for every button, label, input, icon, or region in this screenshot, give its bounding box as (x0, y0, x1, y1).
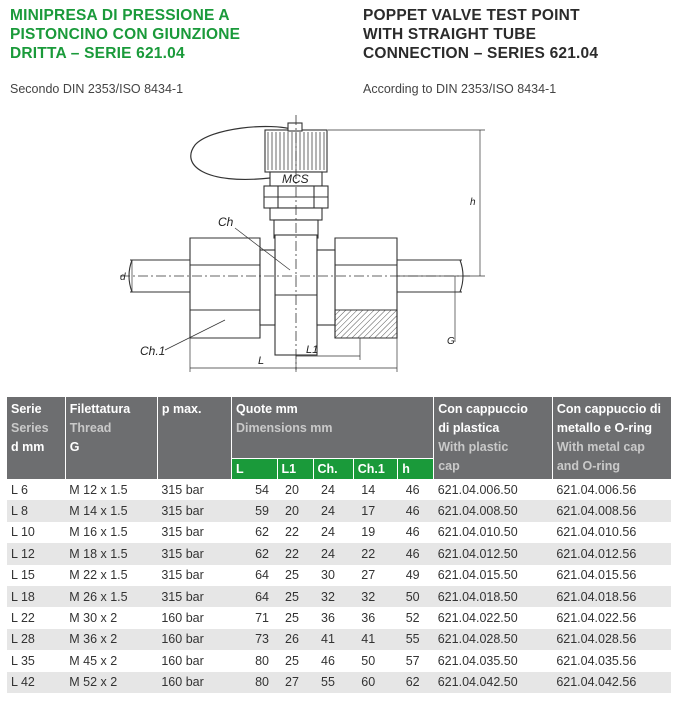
cell-ch1: 17 (353, 500, 397, 521)
cell-pmax: 315 bar (157, 500, 231, 521)
title-it-line-2: PISTONCINO CON GIUNZIONE (10, 26, 241, 43)
cell-l: 62 (231, 543, 277, 564)
drawing-label-h: h (470, 197, 476, 208)
table-row (7, 500, 671, 521)
cell-ch: 30 (321, 568, 335, 583)
cell-thread: M 45 x 2 (69, 653, 118, 668)
cell-thread: M 52 x 2 (65, 672, 157, 693)
cell-ch: 24 (321, 482, 335, 497)
header-thread (65, 397, 157, 479)
cell-ch1: 60 (353, 672, 397, 693)
header-thread-en: Thread (69, 421, 112, 435)
cell-l1: 27 (277, 672, 313, 693)
cell-l1: 20 (277, 500, 313, 521)
title-it-line-3: DRITTA – SERIE 621.04 (10, 45, 185, 62)
header-metal-en-1: With metal cap (556, 440, 645, 454)
table-row (7, 565, 671, 586)
cell-thread: M 14 x 1.5 (65, 500, 157, 521)
header-serie (7, 397, 65, 479)
subheader-l1: L1 (277, 458, 313, 479)
drawing-label-d: d (120, 272, 126, 283)
drawing-label-ch1: Ch.1 (140, 344, 166, 358)
table-row (7, 672, 671, 693)
cell-l1: 25 (277, 586, 313, 607)
drawing-label-l1: L1 (306, 344, 319, 356)
table-row (7, 479, 671, 500)
left-nut (190, 238, 260, 338)
cell-serie: L 42 (7, 672, 65, 693)
cell-ch1: 19 (361, 525, 376, 540)
cell-pmax: 160 bar (161, 611, 204, 626)
subheader-ch1: Ch.1 (353, 458, 397, 479)
cell-ch1: 22 (353, 543, 397, 564)
cell-metal-code: 621.04.018.56 (552, 586, 671, 607)
cell-h: 46 (405, 525, 420, 540)
cell-l: 64 (231, 586, 277, 607)
table-header-row (7, 397, 671, 458)
cell-ch1: 32 (353, 586, 397, 607)
cell-ch1: 14 (361, 482, 376, 497)
page-title-en (363, 6, 663, 63)
cell-ch: 24 (313, 500, 353, 521)
header-plastic-it-1: Con cappuccio (438, 402, 528, 416)
cell-h: 50 (398, 586, 434, 607)
cell-thread: M 12 x 1.5 (69, 482, 128, 497)
cell-ch: 46 (321, 653, 335, 668)
cell-ch: 36 (321, 611, 335, 626)
header-thread-g: G (69, 440, 80, 454)
cell-plastic-code: 621.04.006.50 (437, 482, 518, 497)
subheader-l: L (231, 458, 277, 479)
cell-serie: L 22 (11, 611, 35, 626)
cell-ch: 41 (313, 629, 353, 650)
cell-serie: L 15 (11, 568, 35, 583)
drawing-label-g: G (447, 336, 455, 347)
cell-l1: 25 (285, 568, 299, 583)
cell-serie: L 35 (11, 653, 35, 668)
page-title-it (10, 6, 330, 63)
cell-serie: L 12 (7, 543, 65, 564)
cell-serie: L 10 (11, 525, 35, 540)
header-metal-en-2: and O-ring (556, 459, 621, 473)
section-hatch (335, 310, 397, 338)
cell-pmax: 315 bar (157, 543, 231, 564)
table-row (7, 629, 671, 650)
cell-metal-code: 621.04.042.56 (552, 672, 671, 693)
drawing-label-ch: Ch (218, 215, 234, 229)
cell-l: 80 (231, 672, 277, 693)
cell-ch1: 27 (361, 568, 376, 583)
cell-ch1: 41 (353, 629, 397, 650)
table-row (7, 586, 671, 607)
header-metal-cap (552, 397, 671, 479)
cell-l1: 22 (285, 525, 299, 540)
cell-plastic-code: 621.04.008.50 (434, 500, 553, 521)
cell-l1: 25 (285, 611, 299, 626)
header-quote-it: Quote mm (235, 402, 298, 416)
table-row (7, 543, 671, 564)
cell-l: 62 (255, 525, 270, 540)
cell-serie: L 28 (7, 629, 65, 650)
cell-thread: M 36 x 2 (65, 629, 157, 650)
cell-thread: M 16 x 1.5 (69, 525, 128, 540)
header-plastic-en-2: cap (438, 459, 460, 473)
cell-l: 80 (255, 653, 270, 668)
cell-metal-code: 621.04.035.56 (556, 653, 637, 668)
header-series-en: Series (11, 421, 49, 435)
cell-l: 64 (255, 568, 270, 583)
cell-l1: 26 (277, 629, 313, 650)
header-metal-it-2: metallo e O-ring (556, 421, 652, 435)
cell-l: 73 (231, 629, 277, 650)
cell-h: 57 (405, 653, 420, 668)
cell-plastic-code: 621.04.018.50 (434, 586, 553, 607)
header-dmm: d mm (11, 440, 45, 454)
cell-pmax: 315 bar (161, 482, 204, 497)
header-plastic-it-2: di plastica (438, 421, 500, 435)
cell-plastic-code: 621.04.010.50 (437, 525, 518, 540)
cell-l: 71 (255, 611, 270, 626)
title-en-line-1: POPPET VALVE TEST POINT (363, 7, 580, 24)
standard-reference-en: According to DIN 2353/ISO 8434-1 (363, 82, 557, 96)
header-metal-it-1: Con cappuccio di (556, 402, 662, 416)
header-thread-it: Filettatura (69, 402, 131, 416)
cell-thread: M 22 x 1.5 (69, 568, 128, 583)
cell-serie: L 6 (11, 482, 28, 497)
drawing-label-mcs: MCS (282, 172, 309, 186)
cell-h: 46 (398, 500, 434, 521)
cell-pmax: 315 bar (157, 586, 231, 607)
cell-ch: 24 (313, 543, 353, 564)
technical-drawing (110, 110, 530, 385)
cell-h: 62 (398, 672, 434, 693)
header-plastic-en-1: With plastic (438, 440, 509, 454)
cell-h: 46 (398, 543, 434, 564)
table-row (7, 607, 671, 628)
cell-ch1: 36 (361, 611, 376, 626)
cell-pmax: 315 bar (161, 568, 204, 583)
header-pmax: p max. (157, 397, 231, 479)
cell-metal-code: 621.04.015.56 (556, 568, 637, 583)
header-dimensions-en: Dimensions mm (235, 421, 333, 435)
cell-pmax: 160 bar (161, 653, 204, 668)
cell-plastic-code: 621.04.042.50 (434, 672, 553, 693)
cell-h: 49 (405, 568, 420, 583)
title-en-line-2: WITH STRAIGHT TUBE (363, 26, 537, 43)
cell-thread: M 30 x 2 (69, 611, 118, 626)
title-en-line-3: CONNECTION – SERIES 621.04 (363, 45, 599, 62)
cell-serie: L 8 (7, 500, 65, 521)
cell-plastic-code: 621.04.035.50 (437, 653, 518, 668)
cell-metal-code: 621.04.028.56 (552, 629, 671, 650)
cell-pmax: 315 bar (161, 525, 204, 540)
cell-h: 46 (405, 482, 420, 497)
cell-l1: 20 (285, 482, 299, 497)
cell-l1: 22 (277, 543, 313, 564)
specification-table (7, 397, 671, 693)
cell-serie: L 18 (7, 586, 65, 607)
cell-metal-code: 621.04.012.56 (552, 543, 671, 564)
cell-pmax: 160 bar (157, 672, 231, 693)
cell-ch: 24 (321, 525, 335, 540)
cell-thread: M 26 x 1.5 (65, 586, 157, 607)
drawing-label-l: L (258, 355, 265, 367)
table-row (7, 522, 671, 543)
cell-plastic-code: 621.04.012.50 (434, 543, 553, 564)
cell-ch: 32 (313, 586, 353, 607)
cell-ch1: 50 (361, 653, 376, 668)
cell-l1: 25 (285, 653, 299, 668)
cell-l: 54 (255, 482, 270, 497)
cell-metal-code: 621.04.022.56 (556, 611, 637, 626)
cell-metal-code: 621.04.010.56 (556, 525, 637, 540)
header-serie-it: Serie (11, 402, 42, 416)
subheader-h: h (398, 458, 434, 479)
title-it-line-1: MINIPRESA DI PRESSIONE A (10, 7, 230, 24)
cell-plastic-code: 621.04.022.50 (437, 611, 518, 626)
standard-reference-it: Secondo DIN 2353/ISO 8434-1 (10, 82, 184, 96)
cell-h: 55 (398, 629, 434, 650)
header-plastic-cap (434, 397, 553, 479)
table-row (7, 650, 671, 671)
cell-l: 59 (231, 500, 277, 521)
cell-plastic-code: 621.04.015.50 (437, 568, 518, 583)
cell-plastic-code: 621.04.028.50 (434, 629, 553, 650)
cell-ch: 55 (313, 672, 353, 693)
cell-thread: M 18 x 1.5 (65, 543, 157, 564)
cell-h: 52 (405, 611, 420, 626)
header-dimensions (231, 397, 433, 458)
subheader-ch: Ch. (313, 458, 353, 479)
cell-metal-code: 621.04.006.56 (556, 482, 637, 497)
cell-pmax: 160 bar (157, 629, 231, 650)
cell-metal-code: 621.04.008.56 (552, 500, 671, 521)
